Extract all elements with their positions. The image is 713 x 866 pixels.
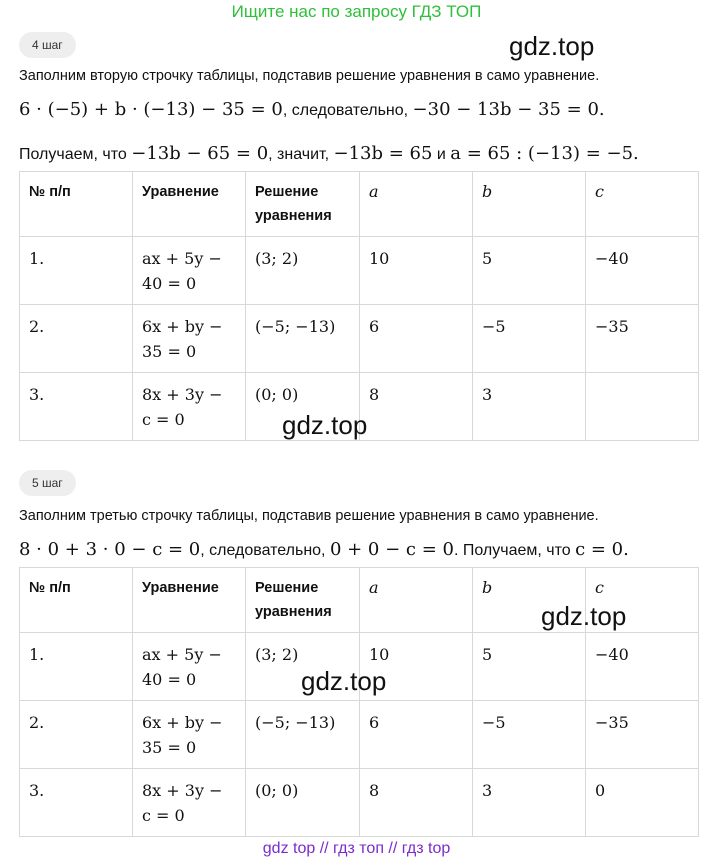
math-expression: 0 + 0 − c = 0 — [329, 539, 454, 560]
cell-number: 3. — [20, 373, 133, 441]
step-5-intro: Заполним третью строчку таблицы, подставив решение уравнения в само уравнение. — [19, 508, 599, 524]
equation-line-1: ax + 5y − — [142, 645, 222, 664]
cell-c: −40 — [586, 237, 699, 305]
math-expression: −30 − 13b − 35 = 0. — [412, 99, 605, 120]
header-solution — [246, 172, 360, 237]
cell-equation — [133, 305, 246, 373]
cell-b: −5 — [473, 701, 586, 769]
equation-line-2: 35 = 0 — [142, 738, 197, 757]
table-row — [20, 237, 699, 305]
cell-b: 5 — [473, 237, 586, 305]
header-solution-line-2: уравнения — [255, 208, 332, 224]
search-banner: Ищите нас по запросу ГДЗ ТОП — [231, 2, 482, 21]
header-b: b — [473, 172, 586, 237]
header-equation: Уравнение — [133, 568, 246, 633]
table-row — [20, 769, 699, 837]
cell-number: 3. — [20, 769, 133, 837]
header-solution-line-1: Решение — [255, 580, 319, 596]
cell-c: −35 — [586, 701, 699, 769]
watermark: gdz.top — [282, 410, 368, 440]
cell-solution: (3; 2) — [246, 237, 360, 305]
cell-c: 0 — [586, 769, 699, 837]
step-4-intro: Заполним вторую строчку таблицы, подставив решение уравнения в само уравнение. — [19, 68, 600, 84]
header-a: a — [360, 172, 473, 237]
step-5-badge: 5 шаг — [19, 470, 76, 496]
formula-text: , следовательно, — [200, 542, 330, 559]
step-5-formula-line-1 — [19, 539, 629, 561]
equation-line-2: 40 = 0 — [142, 670, 197, 689]
math-expression: a = 65 : (−13) = −5. — [450, 143, 639, 164]
header-number: № п/п — [20, 172, 133, 237]
cell-solution: (3; 2) — [246, 633, 360, 701]
cell-equation — [133, 237, 246, 305]
math-expression: 6 · (−5) + b · (−13) − 35 = 0 — [19, 99, 283, 120]
equation-line-1: 6x + by − — [142, 713, 223, 732]
footer-links: gdz top // гдз топ // гдз top — [262, 840, 451, 857]
equation-table-1 — [19, 171, 699, 441]
cell-equation — [133, 373, 246, 441]
formula-text: . Получаем, что — [453, 542, 576, 559]
table-row — [20, 305, 699, 373]
header-b: b — [473, 568, 586, 633]
cell-c: −40 — [586, 633, 699, 701]
header-solution-line-1: Решение — [255, 184, 319, 200]
header-equation: Уравнение — [133, 172, 246, 237]
cell-a: 6 — [360, 701, 473, 769]
cell-equation — [133, 701, 246, 769]
cell-a: 10 — [360, 633, 473, 701]
equation-line-1: 8x + 3y − — [142, 385, 223, 404]
header-solution-line-2: уравнения — [255, 604, 332, 620]
cell-b: 3 — [473, 769, 586, 837]
cell-solution: (−5; −13) — [246, 305, 360, 373]
cell-b: 3 — [473, 373, 586, 441]
table-row — [20, 701, 699, 769]
equation-line-1: 6x + by − — [142, 317, 223, 336]
formula-text: и — [432, 146, 451, 163]
equation-line-1: ax + 5y − — [142, 249, 222, 268]
header-c: c — [586, 568, 699, 633]
watermark: gdz.top — [509, 31, 595, 61]
formula-text: , значит, — [268, 146, 334, 163]
cell-c: −35 — [586, 305, 699, 373]
cell-solution: (0; 0) — [246, 769, 360, 837]
cell-number: 1. — [20, 237, 133, 305]
math-expression: −13b − 65 = 0 — [131, 143, 269, 164]
cell-a: 6 — [360, 305, 473, 373]
header-a: a — [360, 568, 473, 633]
cell-equation — [133, 633, 246, 701]
watermark: gdz.top — [301, 666, 387, 696]
header-number: № п/п — [20, 568, 133, 633]
cell-b: 5 — [473, 633, 586, 701]
cell-c — [586, 373, 699, 441]
equation-line-1: 8x + 3y − — [142, 781, 223, 800]
formula-text: , следовательно, — [282, 102, 413, 119]
cell-solution: (0; 0) — [246, 373, 360, 441]
formula-text: Получаем, что — [19, 146, 132, 163]
cell-number: 2. — [20, 305, 133, 373]
equation-line-2: c = 0 — [142, 410, 185, 429]
math-expression: 8 · 0 + 3 · 0 − c = 0 — [19, 539, 201, 560]
cell-a: 8 — [360, 769, 473, 837]
equation-line-2: 40 = 0 — [142, 274, 197, 293]
watermark: gdz.top — [541, 601, 627, 631]
equation-line-2: 35 = 0 — [142, 342, 197, 361]
table-header-row — [20, 172, 699, 237]
step-4-formula-line-2 — [19, 143, 639, 165]
step-4-badge: 4 шаг — [19, 32, 76, 58]
cell-number: 2. — [20, 701, 133, 769]
step-4-formula-line-1 — [19, 99, 605, 121]
math-expression: c = 0. — [575, 539, 629, 560]
cell-equation — [133, 769, 246, 837]
equation-line-2: c = 0 — [142, 806, 185, 825]
math-expression: −13b = 65 — [333, 143, 433, 164]
cell-number: 1. — [20, 633, 133, 701]
header-solution — [246, 568, 360, 633]
cell-a: 8 — [360, 373, 473, 441]
cell-solution: (−5; −13) — [246, 701, 360, 769]
cell-a: 10 — [360, 237, 473, 305]
header-c: c — [586, 172, 699, 237]
cell-b: −5 — [473, 305, 586, 373]
